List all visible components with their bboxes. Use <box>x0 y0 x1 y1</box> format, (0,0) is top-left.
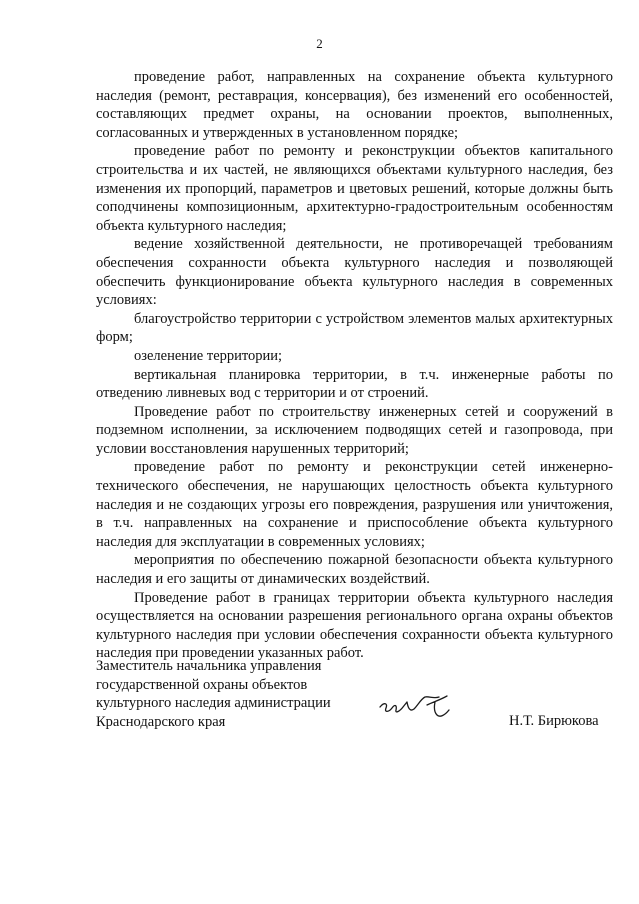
handwritten-signature <box>377 693 453 721</box>
paragraph: Проведение работ по строительству инженерных сетей и сооружений в подземном исполнении, за исключением подводящих сетей и газопровода, при условии восстановления нарушенных территорий; <box>96 403 613 457</box>
paragraph: проведение работ по ремонту и реконструкции объектов капитального строительства и их частей, не являющихся объектами культурного наследия, без изменения их пропорций, параметров и цветовых решений, которые должны быть соподчинены композиционным, архитектурно-градостроительным особенностям объекта культурного наследия; <box>96 143 613 234</box>
paragraph: благоустройство территории с устройством элементов малых архитектурных форм; <box>96 310 613 346</box>
page-number: 2 <box>316 36 323 51</box>
paragraph: мероприятия по обеспечению пожарной безопасности объекта культурного наследия и его защиты от динамических воздействий. <box>96 552 613 588</box>
paragraph: проведение работ, направленных на сохранение объекта культурного наследия (ремонт, реставрация, консервация), без изменений его особенностей, составляющих предмет охраны, на основании проектов, выполненных, согласованных и утвержденных в установленном порядке; <box>96 69 613 141</box>
signer-name: Н.Т. Бирюкова <box>509 713 599 729</box>
paragraph: проведение работ по ремонту и реконструкции сетей инженерно-технического обеспечения, не нарушающих целостность объекта культурного наследия и не создающих угрозы его повреждения, разрушения или уничтожения, в т.ч. направленных на сохранение и приспособление объекта культурного наследия для эксплуатации в современных условиях; <box>96 459 613 550</box>
paragraph: вертикальная планировка территории, в т.ч. инженерные работы по отведению ливневых вод с территории и от строений. <box>96 366 613 402</box>
paragraph: ведение хозяйственной деятельности, не противоречащей требованиям обеспечения сохранности объекта культурного наследия и позволяющей обеспечить функционирование объекта культурного наследия в современных условиях: <box>96 236 613 309</box>
document-body <box>96 68 613 663</box>
paragraph: Проведение работ в границах территории объекта культурного наследия осуществляется на основании разрешения регионального органа охраны объектов культурного наследия при условии обеспечения сохранности объекта культурного наследия при проведении указанных работ. <box>96 589 613 662</box>
position-line: Заместитель начальника управления <box>96 658 322 674</box>
position-line: Краснодарского края <box>96 713 226 730</box>
paragraph: озеленение территории; <box>134 347 283 364</box>
position-line: культурного наследия администрации <box>96 695 331 712</box>
signatory-position <box>96 657 331 731</box>
position-line: государственной охраны объектов <box>96 676 308 693</box>
